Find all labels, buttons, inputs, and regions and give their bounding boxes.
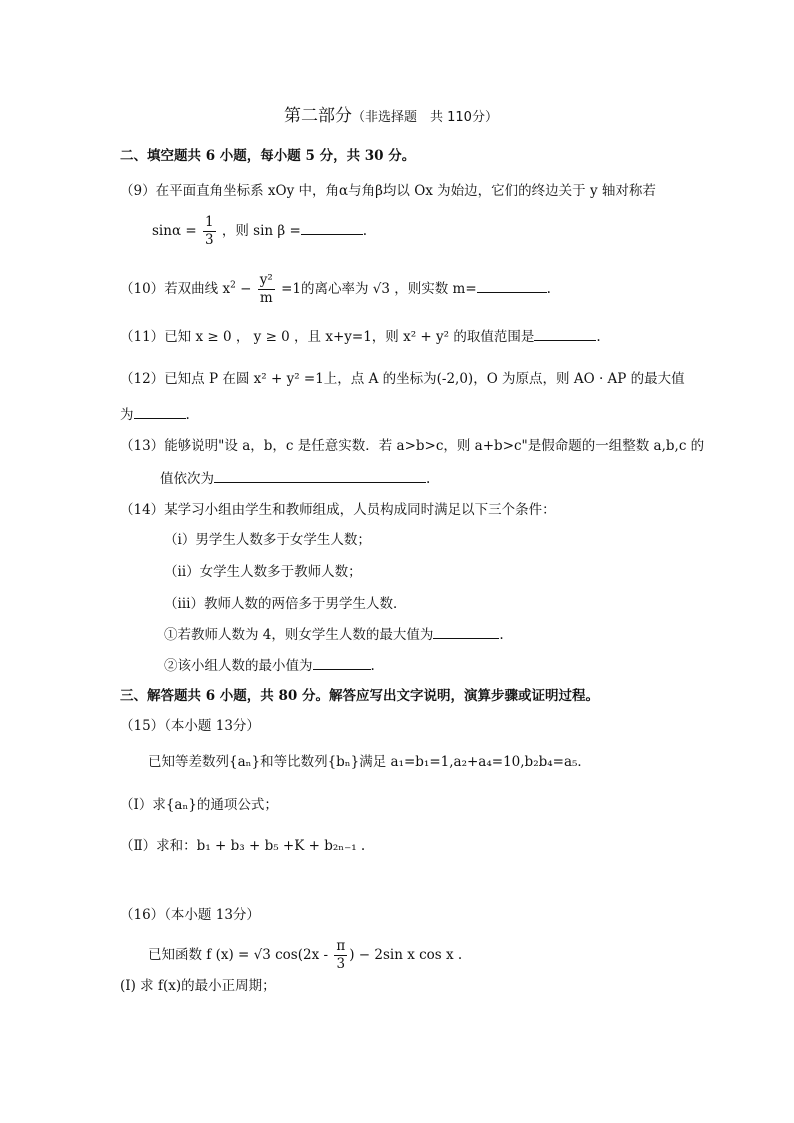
answer-blank[interactable]	[534, 326, 596, 341]
period: .	[546, 281, 551, 297]
question-11	[120, 326, 601, 347]
answer-blank[interactable]	[313, 655, 371, 670]
question-14-condition-1: （ⅰ）男学生人数多于女学生人数；	[164, 532, 371, 548]
question-15-statement: 已知等差数列{aₙ}和等比数列{bₙ}满足 a₁=b₁=1,a₂+a₄=10,b₂b₄=a₅．	[148, 754, 591, 770]
question-16-part-1: (Ⅰ) 求 f(x)的最小正周期；	[120, 978, 276, 994]
question-16-header	[120, 905, 260, 925]
question-12-text: 已知点 P 在圆 x² + y² =1上，点 A 的坐标为(-2,0)，O 为原点，则 AO · AP 的最大值	[164, 371, 685, 387]
question-12-line1	[120, 369, 685, 389]
question-15-number: （15）	[120, 718, 165, 734]
period: .	[426, 471, 431, 487]
question-14-condition-3: （ⅲ）教师人数的两倍多于男学生人数．	[164, 596, 407, 612]
answer-blank[interactable]	[477, 278, 547, 293]
part-title: 第二部分	[284, 106, 352, 126]
fraction-numerator: 1	[204, 214, 214, 230]
question-9-line1	[120, 181, 656, 201]
question-12-cont: 为	[120, 407, 134, 423]
question-9-number: （9）	[120, 183, 156, 199]
question-13-number: （13）	[120, 438, 165, 454]
question-14-condition-2: （ⅱ）女学生人数多于教师人数；	[164, 564, 362, 580]
question-12-number: （12）	[120, 371, 165, 387]
part-subtitle: （非选择题 共 110分）	[352, 110, 498, 125]
fraction-denominator: m	[259, 290, 273, 306]
question-10-text-b: =1的离心率为 √3 ，则实数 m=	[281, 281, 477, 297]
question-14-text: 某学习小组由学生和教师组成，人员构成同时满足以下三个条件：	[164, 502, 556, 518]
period: .	[499, 627, 504, 643]
fraction-denominator: 3	[204, 232, 214, 248]
question-16-text-a: 已知函数 f (x) = √3 cos(2x -	[148, 947, 329, 963]
question-15-part-2: （Ⅱ）求和：b₁ + b₃ + b₅ +K + b₂ₙ₋₁ .	[120, 838, 366, 854]
question-10-number: （10）	[120, 281, 165, 297]
question-13-text: 能够说明"设 a，b，c 是任意实数．若 a>b>c，则 a+b>c"是假命题的一组整数 a,b,c 的	[164, 438, 705, 454]
question-14-intro	[120, 500, 556, 520]
period: .	[185, 407, 190, 423]
question-13-line2	[160, 468, 430, 489]
question-15-points: （本小题 13分）	[164, 718, 260, 734]
fraction-one-third	[203, 214, 216, 249]
question-15-part-1: （Ⅰ）求{aₙ}的通项公式；	[120, 797, 278, 813]
answer-blank[interactable]	[301, 220, 363, 235]
question-11-text: 已知 x ≥ 0 ， y ≥ 0 ，且 x+y=1，则 x² + y² 的取值范围是	[164, 329, 535, 345]
fraction-pi-over-3	[334, 938, 347, 973]
answer-blank[interactable]	[214, 468, 426, 483]
period: .	[362, 223, 368, 239]
question-14-sub-2-text: ②该小组人数的最小值为	[164, 658, 313, 674]
period: .	[370, 658, 375, 674]
question-16-points: （本小题 13分）	[164, 907, 260, 923]
question-16-number: （16）	[120, 907, 165, 923]
question-13-cont: 值依次为	[160, 471, 214, 487]
question-12-line2	[120, 404, 190, 425]
section-heading-fill-in: 二、填空题共 6 小题，每小题 5 分，共 30 分。	[120, 148, 416, 164]
answer-blank[interactable]	[433, 624, 499, 639]
question-15-header	[120, 716, 260, 736]
fraction-numerator: π	[336, 938, 346, 954]
question-14-sub-1-text: ①若教师人数为 4，则女学生人数的最大值为	[164, 627, 434, 643]
question-14-sub-1	[164, 624, 504, 645]
question-9-line2	[152, 214, 367, 249]
question-11-number: （11）	[120, 329, 165, 345]
answer-blank[interactable]	[134, 404, 186, 419]
question-9-text: 在平面直角坐标系 xOy 中，角α与角β均以 Ox 为始边，它们的终边关于 y 轴对称若	[155, 183, 656, 199]
question-9-sin-beta: ，则 sin β =	[221, 223, 301, 239]
fraction-numerator: y²	[259, 272, 273, 288]
section-heading-solutions: 三、解答题共 6 小题，共 80 分。解答应写出文字说明，演算步骤或证明过程。	[120, 688, 599, 704]
question-14-sub-2	[164, 655, 375, 676]
question-16-statement	[148, 938, 462, 973]
question-9-sin-alpha: sinα =	[152, 223, 197, 239]
page-title	[284, 106, 498, 128]
fraction-denominator: 3	[336, 956, 346, 972]
question-10-text-a: 若双曲线 x	[164, 281, 231, 297]
fraction-y2-over-m	[258, 272, 275, 307]
question-10: （10）若双曲线 $x^2$ − $\frac{\text{y²}}{m}$ =1的离心率为 √3 ，则实数 m= .	[120, 272, 551, 306]
question-13-line1	[120, 436, 704, 456]
question-16-text-b: ) − 2sin x cos x .	[349, 947, 463, 963]
period: .	[596, 329, 601, 345]
question-14-number: （14）	[120, 502, 165, 518]
